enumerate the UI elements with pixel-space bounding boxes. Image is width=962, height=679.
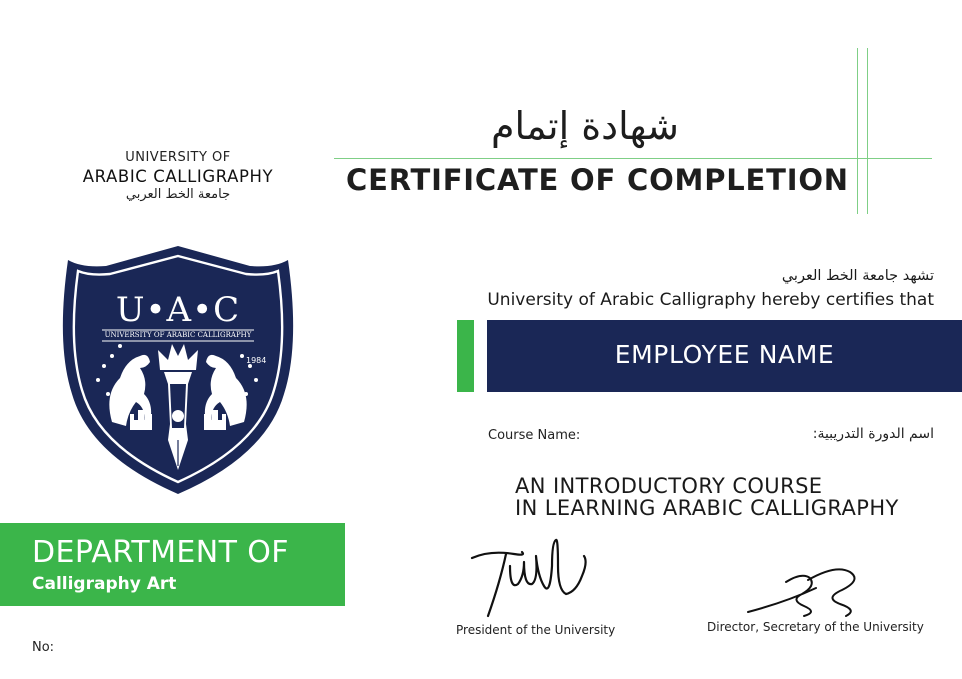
president-signature-label: President of the University <box>456 623 616 637</box>
course-title-line-2: IN LEARNING ARABIC CALLIGRAPHY <box>515 496 899 520</box>
certificate-number-label: No: <box>32 640 55 655</box>
director-signature <box>746 566 864 618</box>
certifies-text-arabic: تشهد جامعة الخط العربي <box>781 268 934 284</box>
crest-monogram: U•A•C <box>115 290 241 330</box>
certificate-title: CERTIFICATE OF COMPLETION <box>346 163 849 197</box>
department-subtitle: Calligraphy Art <box>32 574 177 594</box>
course-title <box>515 475 899 519</box>
guide-line-vertical-1 <box>857 48 858 214</box>
name-accent-bar <box>457 320 474 392</box>
course-name-label-arabic: اسم الدورة التدريبية: <box>812 426 934 442</box>
course-title-line-1: AN INTRODUCTORY COURSE <box>515 474 823 498</box>
certifies-text: University of Arabic Calligraphy hereby certifies that <box>487 290 934 310</box>
recipient-name: EMPLOYEE NAME <box>614 340 835 369</box>
director-signature-label: Director, Secretary of the University <box>707 620 924 634</box>
certificate-title-arabic: شهادة إتمام <box>490 104 680 148</box>
crest-year: 1984 <box>246 356 267 365</box>
university-line-arabic: جامعة الخط العربي <box>125 187 231 202</box>
department-box <box>0 523 345 606</box>
university-crest <box>60 244 296 496</box>
course-name-label: Course Name: <box>488 428 581 443</box>
recipient-name-banner <box>487 320 962 392</box>
university-line-big: ARABIC CALLIGRAPHY <box>82 167 274 186</box>
crest-banner-text: UNIVERSITY OF ARABIC CALLIGRAPHY <box>104 331 252 339</box>
guide-line-vertical-2 <box>867 48 868 214</box>
department-title: DEPARTMENT OF <box>32 535 289 570</box>
university-line-small: UNIVERSITY OF <box>125 150 231 165</box>
president-signature <box>466 536 592 618</box>
guide-line-horizontal <box>334 158 932 159</box>
university-header <box>40 150 316 202</box>
